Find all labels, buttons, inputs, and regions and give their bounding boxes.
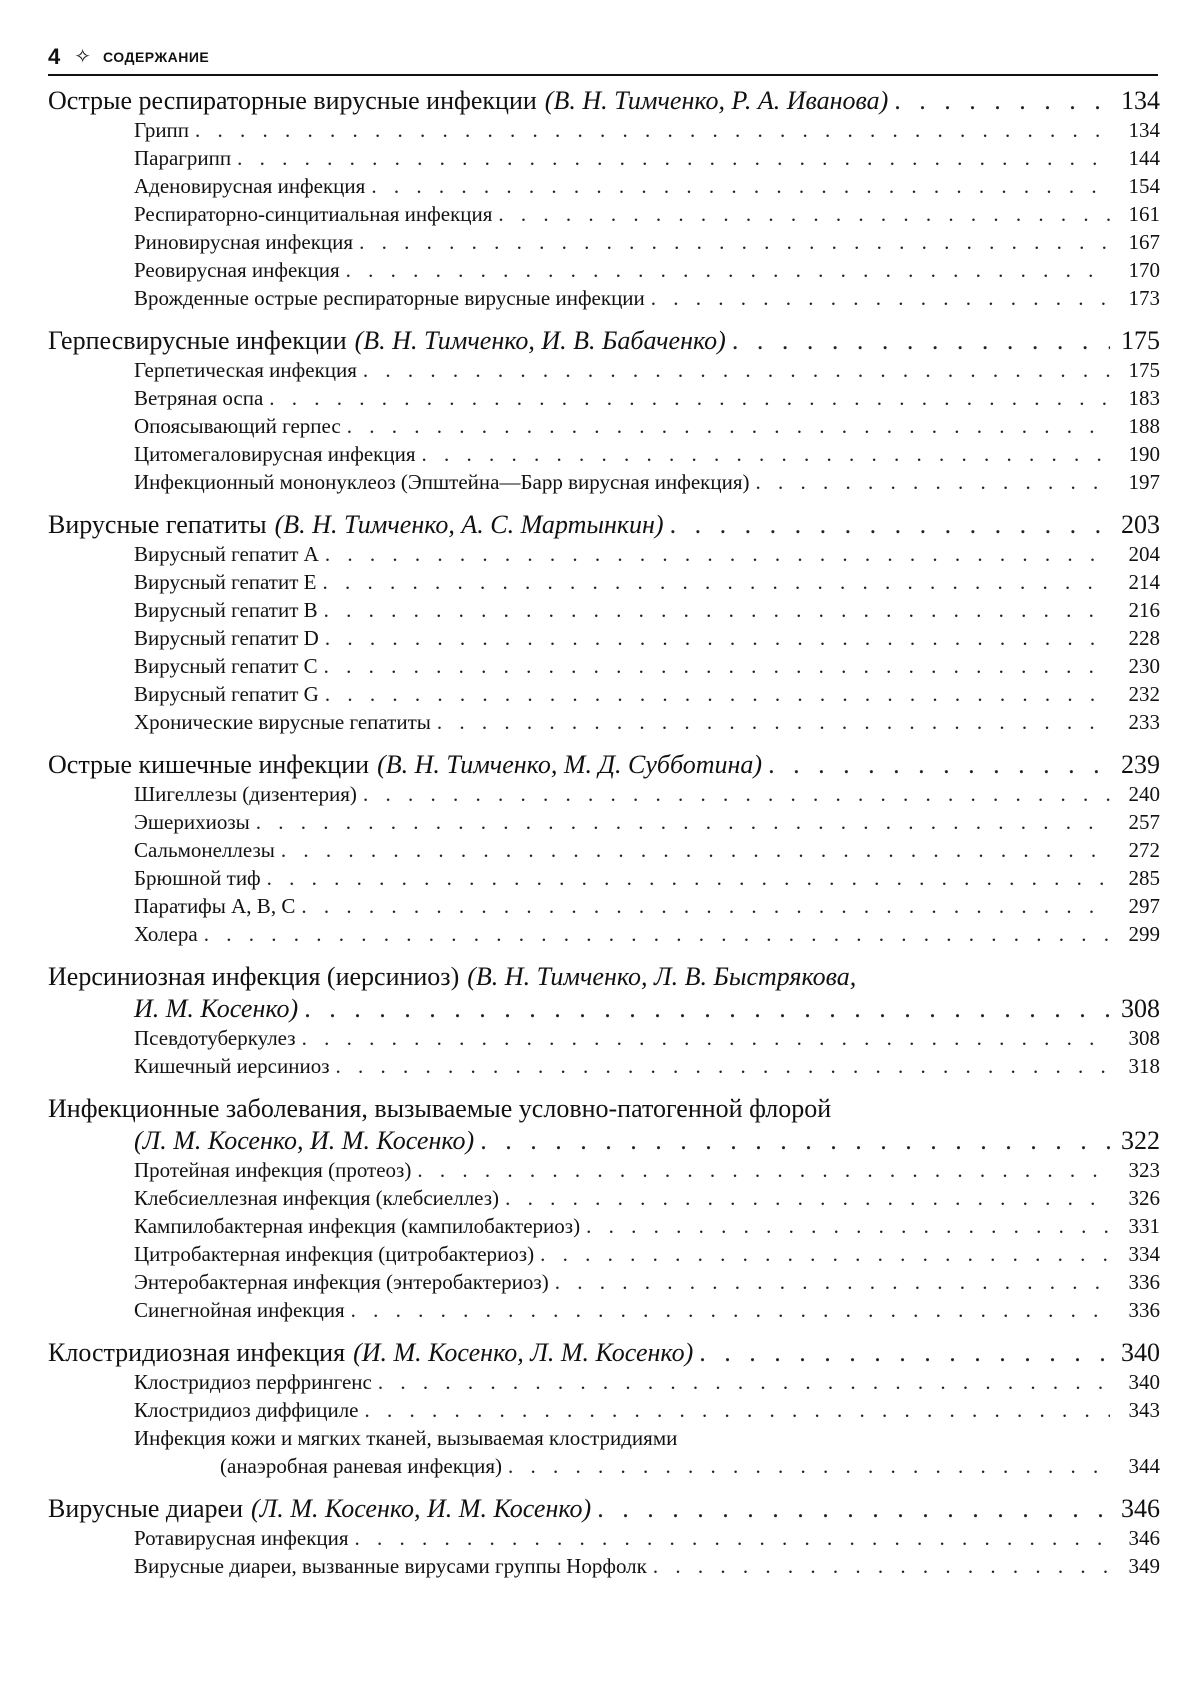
dot-leader: [505, 1186, 1110, 1211]
item-page: 183: [1128, 386, 1160, 410]
toc-section: [48, 1494, 1160, 1582]
dot-leader: [422, 442, 1110, 467]
item-page: 257: [1128, 810, 1160, 834]
dot-leader: [597, 1494, 1110, 1524]
dot-leader: [359, 230, 1110, 255]
dot-leader: [204, 922, 1110, 947]
item-title: Парагрипп: [134, 146, 232, 170]
dot-leader: [508, 1454, 1110, 1479]
item-title: Шигеллезы (дизентерия): [134, 782, 357, 806]
dot-leader: [351, 1298, 1110, 1323]
toc-item[interactable]: [48, 1298, 1160, 1326]
item-page: 336: [1128, 1298, 1160, 1322]
dot-leader: [355, 1526, 1110, 1551]
item-title: Псевдотуберкулез: [134, 1026, 296, 1050]
chapter-authors: (В. Н. Тимченко, И. В. Бабаченко): [354, 326, 726, 355]
dot-leader: [365, 1398, 1111, 1423]
item-title: Вирусный гепатит E: [134, 570, 317, 594]
item-page: 343: [1128, 1398, 1160, 1422]
item-page: 188: [1128, 414, 1160, 438]
chapter-title: Инфекционные заболевания, вызываемые условно-патогенной флорой: [48, 1094, 832, 1123]
chapter-page: 134: [1121, 86, 1160, 115]
toc-item[interactable]: [48, 470, 1160, 498]
dot-leader: [346, 258, 1110, 283]
toc-item[interactable]: [48, 570, 1160, 598]
item-page: 134: [1128, 118, 1160, 142]
item-title: Риновирусная инфекция: [134, 230, 354, 254]
toc-chapter-entry[interactable]: [48, 1094, 1160, 1126]
running-head-title: СОДЕРЖАНИЕ: [103, 49, 210, 65]
toc-item[interactable]: [48, 782, 1160, 810]
item-title-continued: (анаэробная раневая инфекция): [220, 1454, 503, 1478]
toc-item[interactable]: [48, 1054, 1160, 1082]
dot-leader: [586, 1214, 1110, 1239]
toc-item[interactable]: [48, 442, 1160, 470]
item-title: Ветряная оспа: [134, 386, 264, 410]
toc-section: [48, 750, 1160, 950]
dot-leader: [555, 1270, 1110, 1295]
dot-leader: [336, 1054, 1110, 1079]
item-page: 323: [1128, 1158, 1160, 1182]
dot-leader: [301, 894, 1110, 919]
item-page: 214: [1128, 570, 1160, 594]
toc-item[interactable]: [48, 118, 1160, 146]
item-page: 349: [1128, 1554, 1160, 1578]
dot-leader: [417, 1158, 1110, 1183]
dot-leader: [363, 358, 1110, 383]
chapter-title: Вирусные диареи: [48, 1494, 244, 1523]
dot-leader: [371, 174, 1110, 199]
item-title: Инфекционный мононуклеоз (Эпштейна—Барр вирусная инфекция): [134, 470, 750, 494]
dot-leader: [768, 750, 1110, 780]
dot-leader: [894, 86, 1110, 116]
running-head: [48, 40, 1158, 76]
toc-chapter-entry[interactable]: [48, 86, 1160, 118]
dot-leader: [732, 326, 1110, 356]
toc-item[interactable]: [48, 1426, 1160, 1454]
item-title: Эшерихиозы: [134, 810, 250, 834]
chapter-authors: (В. Н. Тимченко, М. Д. Субботина): [377, 750, 763, 779]
toc-item[interactable]: [48, 1214, 1160, 1242]
item-title: Сальмонеллезы: [134, 838, 275, 862]
item-title: Брюшной тиф: [134, 866, 261, 890]
item-title: Клебсиеллезная инфекция (клебсиеллез): [134, 1186, 500, 1210]
item-title: Холера: [134, 922, 198, 946]
dot-leader: [699, 1338, 1110, 1368]
toc-item[interactable]: [48, 1526, 1160, 1554]
item-title: Реовирусная инфекция: [134, 258, 340, 282]
item-title: Хронические вирусные гепатиты: [134, 710, 431, 734]
item-page: 272: [1128, 838, 1160, 862]
toc-section: [48, 1094, 1160, 1326]
item-page: 240: [1128, 782, 1160, 806]
item-page: 344: [1128, 1454, 1160, 1478]
chapter-page: 308: [1121, 994, 1160, 1023]
item-page: 175: [1128, 358, 1160, 382]
item-title: Врожденные острые респираторные вирусные инфекции: [134, 286, 645, 310]
toc-chapter-entry[interactable]: [48, 1494, 1160, 1526]
toc-item-continued[interactable]: [48, 1454, 1160, 1482]
dot-leader: [325, 682, 1110, 707]
chapter-authors: (И. М. Косенко, Л. М. Косенко): [353, 1338, 694, 1367]
toc-item[interactable]: [48, 1398, 1160, 1426]
chapter-page: 346: [1121, 1494, 1160, 1523]
toc-item[interactable]: [48, 626, 1160, 654]
toc-item[interactable]: [48, 922, 1160, 950]
item-page: 228: [1128, 626, 1160, 650]
dot-leader: [267, 866, 1110, 891]
item-page: 230: [1128, 654, 1160, 678]
toc-item[interactable]: [48, 1270, 1160, 1298]
item-page: 336: [1128, 1270, 1160, 1294]
chapter-authors: (Л. М. Косенко, И. М. Косенко): [251, 1494, 592, 1523]
toc-item[interactable]: [48, 146, 1160, 174]
toc-section: [48, 326, 1160, 498]
item-title: Вирусные диареи, вызванные вирусами группы Норфолк: [134, 1554, 647, 1578]
item-title: Вирусный гепатит B: [134, 598, 318, 622]
toc-item[interactable]: [48, 1186, 1160, 1214]
item-title: Герпетическая инфекция: [134, 358, 357, 382]
chapter-page: 340: [1121, 1338, 1160, 1367]
chapter-authors-continued: И. М. Косенко): [134, 994, 299, 1023]
toc-item[interactable]: [48, 1242, 1160, 1270]
item-page: 161: [1128, 202, 1160, 226]
toc-item[interactable]: [48, 386, 1160, 414]
toc-item[interactable]: [48, 1554, 1160, 1582]
item-page: 308: [1128, 1026, 1160, 1050]
item-page: 144: [1128, 146, 1160, 170]
dot-leader: [256, 810, 1110, 835]
item-page: 233: [1128, 710, 1160, 734]
toc-item[interactable]: [48, 174, 1160, 202]
toc-item[interactable]: [48, 542, 1160, 570]
item-title: Опоясывающий герпес: [134, 414, 341, 438]
toc-item[interactable]: [48, 1158, 1160, 1186]
item-title: Аденовирусная инфекция: [134, 174, 366, 198]
page-number: 4: [48, 44, 61, 69]
item-page: 216: [1128, 598, 1160, 622]
dot-leader: [363, 782, 1110, 807]
toc-item[interactable]: [48, 682, 1160, 710]
toc-item[interactable]: [48, 202, 1160, 230]
toc-item[interactable]: [48, 710, 1160, 738]
dot-leader: [653, 1554, 1110, 1579]
chapter-authors: (В. Н. Тимченко, А. С. Мартынкин): [274, 510, 664, 539]
dot-leader: [302, 1026, 1110, 1051]
toc-item[interactable]: [48, 838, 1160, 866]
chapter-page: 175: [1121, 326, 1160, 355]
dot-leader: [237, 146, 1110, 171]
dot-leader: [304, 994, 1110, 1024]
diamond-ornament-icon: ✧: [74, 46, 92, 68]
dot-leader: [651, 286, 1110, 311]
dot-leader: [347, 414, 1110, 439]
dot-leader: [322, 570, 1110, 595]
toc-item[interactable]: [48, 230, 1160, 258]
toc-item[interactable]: [48, 810, 1160, 838]
toc-item[interactable]: [48, 358, 1160, 386]
item-title: Инфекция кожи и мягких тканей, вызываемая клостридиями: [134, 1426, 678, 1450]
item-page: 340: [1128, 1370, 1160, 1394]
chapter-title: Герпесвирусные инфекции: [48, 326, 347, 355]
item-title: Кампилобактерная инфекция (кампилобактериоз): [134, 1214, 581, 1238]
item-page: 334: [1128, 1242, 1160, 1266]
dot-leader: [324, 598, 1110, 623]
dot-leader: [670, 510, 1110, 540]
chapter-title: Вирусные гепатиты: [48, 510, 267, 539]
toc-chapter-entry[interactable]: [48, 750, 1160, 782]
item-page: 318: [1128, 1054, 1160, 1078]
item-page: 167: [1128, 230, 1160, 254]
item-title: Кишечный иерсиниоз: [134, 1054, 330, 1078]
item-page: 326: [1128, 1186, 1160, 1210]
toc-item[interactable]: [48, 866, 1160, 894]
item-title: Цитомегаловирусная инфекция: [134, 442, 416, 466]
chapter-page: 239: [1121, 750, 1160, 779]
toc-item[interactable]: [48, 1370, 1160, 1398]
item-page: 331: [1128, 1214, 1160, 1238]
item-page: 297: [1128, 894, 1160, 918]
toc-item[interactable]: [48, 598, 1160, 626]
item-title: Синегнойная инфекция: [134, 1298, 345, 1322]
chapter-title: Иерсиниозная инфекция (иерсиниоз): [48, 962, 460, 991]
chapter-title: Острые респираторные вирусные инфекции: [48, 86, 537, 115]
item-page: 154: [1128, 174, 1160, 198]
toc-chapter-entry[interactable]: [48, 962, 1160, 994]
toc-chapter-entry-continued[interactable]: [48, 994, 1160, 1026]
dot-leader: [325, 626, 1110, 651]
item-page: 204: [1128, 542, 1160, 566]
item-title: Паратифы А, В, С: [134, 894, 296, 918]
dot-leader: [195, 118, 1110, 143]
item-page: 197: [1128, 470, 1160, 494]
item-title: Клостридиоз диффициле: [134, 1398, 359, 1422]
toc-item[interactable]: [48, 1026, 1160, 1054]
item-title: Энтеробактерная инфекция (энтеробактериоз): [134, 1270, 549, 1294]
item-title: Грипп: [134, 118, 190, 142]
dot-leader: [269, 386, 1110, 411]
item-title: Вирусный гепатит C: [134, 654, 318, 678]
toc-item[interactable]: [48, 894, 1160, 922]
item-title: Вирусный гепатит A: [134, 542, 319, 566]
toc-chapter-entry[interactable]: [48, 1338, 1160, 1370]
table-of-contents: [48, 86, 1160, 1594]
dot-leader: [324, 654, 1110, 679]
item-title: Вирусный гепатит D: [134, 626, 319, 650]
toc-section: [48, 962, 1160, 1082]
toc-item[interactable]: [48, 286, 1160, 314]
toc-item[interactable]: [48, 258, 1160, 286]
chapter-authors-continued: (Л. М. Косенко, И. М. Косенко): [134, 1126, 475, 1155]
chapter-page: 203: [1121, 510, 1160, 539]
dot-leader: [281, 838, 1110, 863]
item-page: 346: [1128, 1526, 1160, 1550]
item-page: 170: [1128, 258, 1160, 282]
item-title: Цитробактерная инфекция (цитробактериоз): [134, 1242, 535, 1266]
item-title: Вирусный гепатит G: [134, 682, 319, 706]
item-page: 299: [1128, 922, 1160, 946]
chapter-authors: (В. Н. Тимченко, Л. В. Быстрякова,: [467, 962, 857, 991]
item-title: Протейная инфекция (протеоз): [134, 1158, 412, 1182]
toc-section: [48, 86, 1160, 314]
item-page: 232: [1128, 682, 1160, 706]
toc-item[interactable]: [48, 654, 1160, 682]
toc-item[interactable]: [48, 414, 1160, 442]
toc-chapter-entry-continued[interactable]: [48, 1126, 1160, 1158]
toc-section: [48, 1338, 1160, 1482]
dot-leader: [378, 1370, 1110, 1395]
chapter-authors: (В. Н. Тимченко, Р. А. Иванова): [544, 86, 889, 115]
item-title: Ротавирусная инфекция: [134, 1526, 349, 1550]
toc-chapter-entry[interactable]: [48, 510, 1160, 542]
item-page: 285: [1128, 866, 1160, 890]
dot-leader: [437, 710, 1110, 735]
item-page: 173: [1128, 286, 1160, 310]
dot-leader: [480, 1126, 1110, 1156]
dot-leader: [325, 542, 1110, 567]
chapter-page: 322: [1121, 1126, 1160, 1155]
chapter-title: Клостридиозная инфекция: [48, 1338, 346, 1367]
toc-chapter-entry[interactable]: [48, 326, 1160, 358]
dot-leader: [540, 1242, 1110, 1267]
dot-leader: [756, 470, 1111, 495]
item-title: Клостридиоз перфрингенс: [134, 1370, 372, 1394]
item-title: Респираторно-синцитиальная инфекция: [134, 202, 493, 226]
dot-leader: [498, 202, 1110, 227]
toc-section: [48, 510, 1160, 738]
item-page: 190: [1128, 442, 1160, 466]
chapter-title: Острые кишечные инфекции: [48, 750, 370, 779]
